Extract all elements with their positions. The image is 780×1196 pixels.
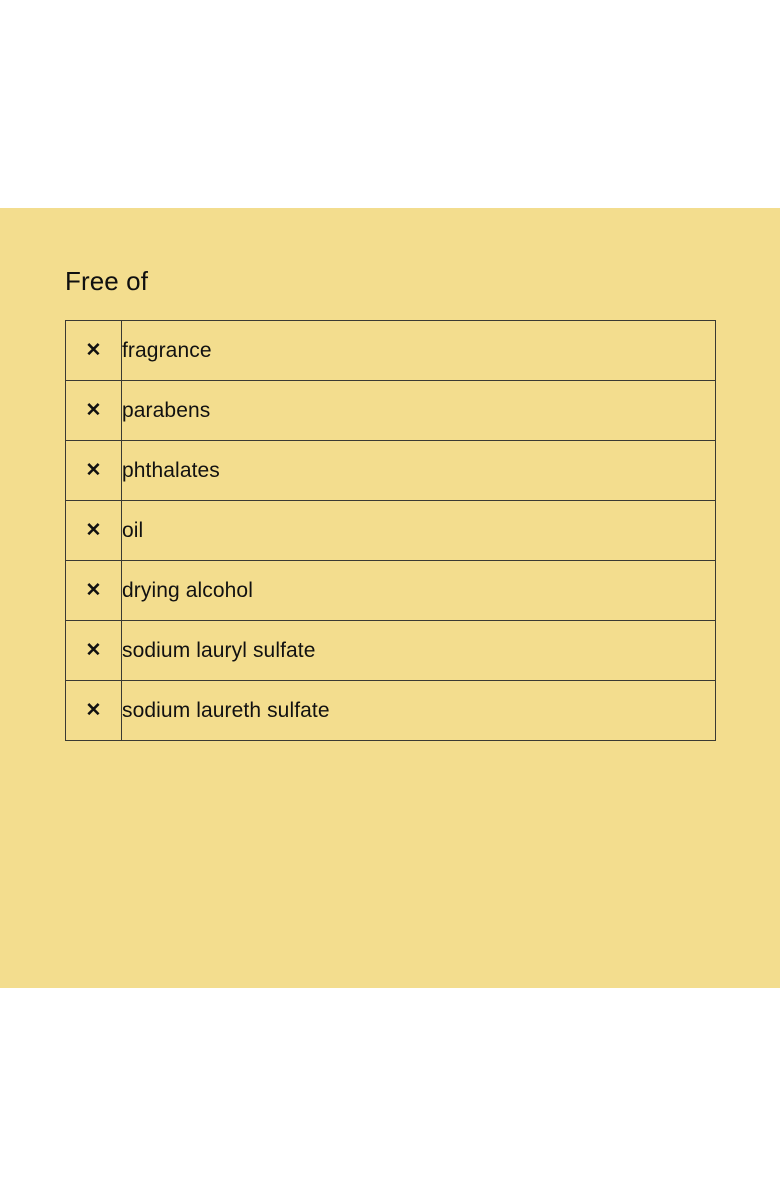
ingredient-label: fragrance <box>122 321 716 381</box>
ingredient-label: sodium lauryl sulfate <box>122 621 716 681</box>
cross-icon: ✕ <box>85 639 102 661</box>
free-of-panel <box>0 208 780 988</box>
table-row <box>66 321 716 381</box>
cross-icon: ✕ <box>85 579 102 601</box>
ingredient-label: drying alcohol <box>122 561 716 621</box>
exclusion-mark-cell <box>66 321 122 381</box>
exclusion-mark-cell <box>66 561 122 621</box>
ingredient-label: sodium laureth sulfate <box>122 681 716 741</box>
table-row <box>66 381 716 441</box>
exclusion-mark-cell <box>66 681 122 741</box>
exclusion-mark-cell <box>66 621 122 681</box>
free-of-table <box>65 320 716 741</box>
exclusion-mark-cell <box>66 501 122 561</box>
ingredient-label: phthalates <box>122 441 716 501</box>
panel-title: Free of <box>65 266 149 296</box>
ingredient-label: oil <box>122 501 716 561</box>
cross-icon: ✕ <box>85 399 102 421</box>
cross-icon: ✕ <box>85 459 102 481</box>
table-row <box>66 561 716 621</box>
cross-icon: ✕ <box>85 519 102 541</box>
ingredient-label: parabens <box>122 381 716 441</box>
exclusion-mark-cell <box>66 441 122 501</box>
table-row <box>66 501 716 561</box>
cross-icon: ✕ <box>85 699 102 721</box>
exclusion-mark-cell <box>66 381 122 441</box>
table-row <box>66 681 716 741</box>
table-row <box>66 441 716 501</box>
table-row <box>66 621 716 681</box>
cross-icon: ✕ <box>85 339 102 361</box>
